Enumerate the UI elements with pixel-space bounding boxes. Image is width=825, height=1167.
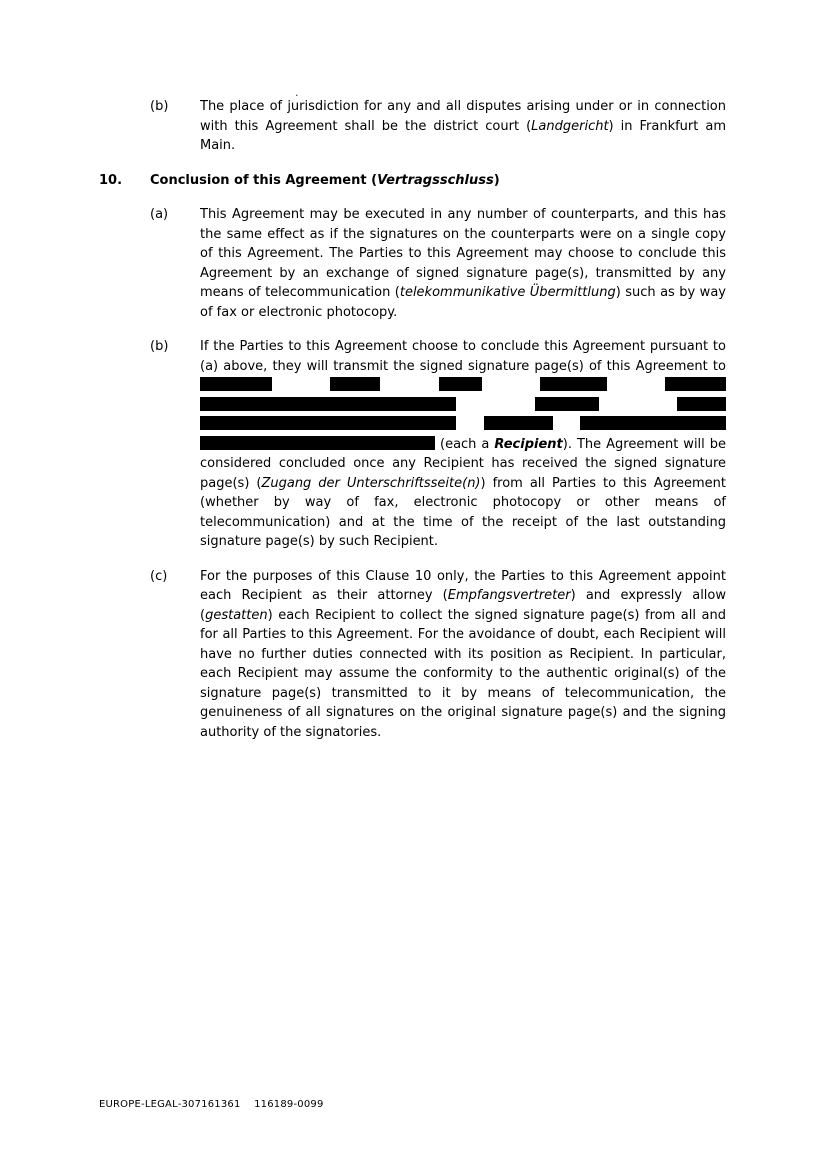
redaction-bar <box>540 377 607 391</box>
text-segment: For the purposes of this Clause 10 only, the Parties to this Agreement appoint each Recipient as their attorney ( <box>200 568 726 603</box>
redaction-bar <box>535 397 599 411</box>
redaction-bar <box>484 416 553 430</box>
redaction-bar <box>330 377 380 391</box>
redaction-bar <box>677 397 726 411</box>
paragraph-label: (a) <box>150 207 169 222</box>
text-segment: Empfangsvertreter <box>447 588 571 603</box>
paragraph <box>99 205 726 322</box>
text-segment: The place of jurisdiction for any and all disputes arising under or in connection with this Agreement shall be the district court ( <box>200 99 726 134</box>
paragraph <box>99 337 726 552</box>
text-segment: ) each Recipient to collect the signed signature page(s) from all and for all Parties to this Agreement. For the avoidance of doubt, each Recipient will have no further duties connected with its position as Recipient. In particular, each Recipient may assume the conformity to the authentic original(s) of the signature page(s) transmitted to it by means of telecommunication, the genuineness of all signatures on the original signature page(s) and the signing authority of the signatories. <box>200 607 726 740</box>
document-body <box>99 97 726 757</box>
text-segment: ) from all Parties to this Agreement (whether by way of fax, electronic photocopy or other means of telecommunication) and at the time of the receipt of the last outstanding signature page(s) by such Recipient. <box>200 475 726 549</box>
paragraph <box>99 97 726 156</box>
text-segment: ) and expressly allow ( <box>200 588 726 623</box>
redaction-bar <box>665 377 726 391</box>
redaction-bar <box>200 436 435 450</box>
footer-reference: EUROPE-LEGAL-307161361 116189-0099 <box>99 1099 324 1110</box>
text-segment: Conclusion of this Agreement ( <box>150 172 378 188</box>
text-segment: ) such as by way of fax or electronic photocopy. <box>200 285 726 320</box>
text-segment: If the Parties to this Agreement choose to conclude this Agreement pursuant to (a) above, they will transmit the signed signature page(s) of this Agreement to <box>200 339 726 374</box>
redaction-bar <box>439 377 482 391</box>
section-heading-text <box>150 171 726 191</box>
paragraph-text <box>200 337 726 552</box>
paragraph-text <box>200 205 726 322</box>
redaction-bar <box>200 397 456 411</box>
paragraph-label: (b) <box>150 339 169 354</box>
paragraph-text <box>200 97 726 156</box>
text-segment: Landgericht <box>531 118 609 134</box>
paragraph <box>99 567 726 743</box>
text-segment: Vertragsschluss <box>377 172 494 188</box>
text-segment: ). The Agreement will be considered concluded once any Recipient has received the signed signature page(s) ( <box>200 436 727 491</box>
text-segment: ) <box>493 172 500 188</box>
text-segment: Zugang der Unterschriftsseite(n) <box>261 475 481 491</box>
text-segment: ) in Frankfurt am Main. <box>200 118 726 153</box>
text-segment: telekommunikative Übermittlung <box>399 285 616 300</box>
redaction-bar <box>200 377 272 391</box>
paragraph-text <box>200 567 726 743</box>
section-number: 10. <box>99 172 123 188</box>
text-segment: gestatten <box>205 607 268 623</box>
section-heading <box>99 171 726 191</box>
text-segment: (each a <box>440 436 495 452</box>
paragraph-label: (b) <box>150 99 169 114</box>
redaction-bar <box>580 416 726 430</box>
text-segment: This Agreement may be executed in any number of counterparts, and this has the same effect as if the signatures on the counterparts were on a single copy of this Agreement. The Parties to this Agreement may choose to conclude this Agreement by an exchange of signed signature page(s), transmitted by any means of telecommunication ( <box>200 207 726 300</box>
text-segment: Recipient <box>494 436 563 452</box>
redaction-bar <box>200 416 456 430</box>
stray-mark: . <box>295 86 299 99</box>
paragraph-label: (c) <box>150 568 168 584</box>
